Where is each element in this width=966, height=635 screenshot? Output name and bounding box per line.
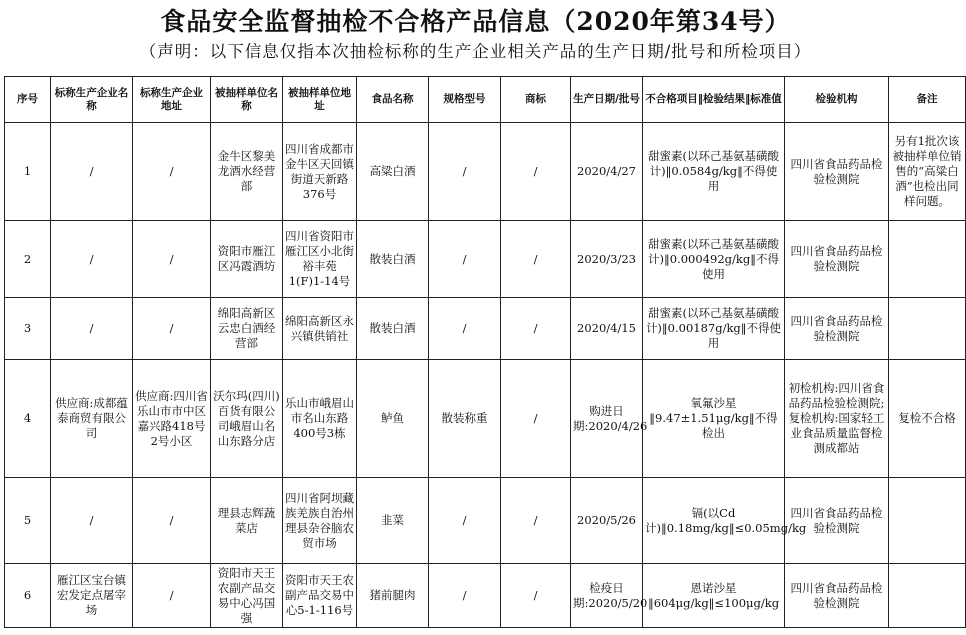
col-header-inspection-agency: 检验机构 (785, 77, 889, 123)
cell-failed-item: 甜蜜素(以环己基氨基磺酸计)‖0.000492g/kg‖不得使用 (643, 221, 785, 298)
cell-seq: 1 (5, 123, 51, 221)
cell-failed-item: 甜蜜素(以环己基氨基磺酸计)‖0.00187g/kg‖不得使用 (643, 298, 785, 360)
cell-producer-name: / (51, 478, 133, 564)
inspection-table (4, 76, 966, 628)
col-header-food-name: 食品名称 (357, 77, 429, 123)
col-header-spec: 规格型号 (429, 77, 501, 123)
cell-food-name: 鲈鱼 (357, 360, 429, 478)
table-row (5, 123, 966, 221)
col-header-sampled-unit-name: 被抽样单位名称 (211, 77, 283, 123)
cell-brand: / (501, 298, 571, 360)
table-row (5, 478, 966, 564)
cell-spec: / (429, 478, 501, 564)
cell-sampled-unit-address: 四川省资阳市雁江区小北街裕丰苑1(F)1-14号 (283, 221, 357, 298)
cell-sampled-unit-name: 绵阳高新区云忠白酒经营部 (211, 298, 283, 360)
page-subtitle: （声明：以下信息仅指本次抽检标称的生产企业相关产品的生产日期/批号和所检项目） (139, 42, 812, 61)
table-row (5, 221, 966, 298)
cell-producer-name: / (51, 298, 133, 360)
cell-remarks (889, 221, 966, 298)
cell-failed-item: 甜蜜素(以环己基氨基磺酸计)‖0.0584g/kg‖不得使用 (643, 123, 785, 221)
col-header-producer-name: 标称生产企业名称 (51, 77, 133, 123)
cell-sampled-unit-address: 资阳市天王农副产品交易中心5-1-116号 (283, 564, 357, 628)
cell-production-date: 购进日期:2020/4/26 (571, 360, 643, 478)
cell-remarks: 复检不合格 (889, 360, 966, 478)
cell-producer-name: 雁江区宝台镇宏发定点屠宰场 (51, 564, 133, 628)
cell-failed-item: 氧氟沙星‖9.47±1.51μg/kg‖不得检出 (643, 360, 785, 478)
cell-spec: / (429, 298, 501, 360)
cell-production-date: 2020/4/15 (571, 298, 643, 360)
cell-brand: / (501, 221, 571, 298)
col-header-producer-address: 标称生产企业地址 (133, 77, 211, 123)
cell-remarks (889, 298, 966, 360)
cell-remarks (889, 478, 966, 564)
col-header-seq: 序号 (5, 77, 51, 123)
cell-sampled-unit-name: 资阳市雁江区冯霞酒坊 (211, 221, 283, 298)
cell-producer-address: / (133, 298, 211, 360)
cell-producer-address: / (133, 221, 211, 298)
col-header-failed-item: 不合格项目‖检验结果‖标准值 (643, 77, 785, 123)
col-header-remarks: 备注 (889, 77, 966, 123)
cell-producer-name: / (51, 221, 133, 298)
cell-inspection-agency: 四川省食品药品检验检测院 (785, 298, 889, 360)
cell-sampled-unit-name: 理县志辉蔬菜店 (211, 478, 283, 564)
cell-spec: / (429, 123, 501, 221)
cell-inspection-agency: 四川省食品药品检验检测院 (785, 478, 889, 564)
table-row (5, 564, 966, 628)
cell-failed-item: 镉(以Cd计)‖0.18mg/kg‖≤0.05mg/kg (643, 478, 785, 564)
table-row (5, 298, 966, 360)
cell-seq: 4 (5, 360, 51, 478)
cell-seq: 3 (5, 298, 51, 360)
cell-spec: 散装称重 (429, 360, 501, 478)
cell-food-name: 散装白酒 (357, 298, 429, 360)
cell-remarks (889, 564, 966, 628)
col-header-brand: 商标 (501, 77, 571, 123)
cell-producer-name: / (51, 123, 133, 221)
cell-sampled-unit-address: 四川省阿坝藏族羌族自治州理县杂谷脑农贸市场 (283, 478, 357, 564)
cell-sampled-unit-address: 四川省成都市金牛区天回镇街道天新路376号 (283, 123, 357, 221)
cell-producer-address: / (133, 564, 211, 628)
col-header-sampled-unit-address: 被抽样单位地址 (283, 77, 357, 123)
cell-producer-address: / (133, 478, 211, 564)
cell-sampled-unit-name: 资阳市天王农副产品交易中心冯国强 (211, 564, 283, 628)
cell-inspection-agency: 四川省食品药品检验检测院 (785, 564, 889, 628)
cell-seq: 5 (5, 478, 51, 564)
cell-sampled-unit-address: 绵阳高新区永兴镇供销社 (283, 298, 357, 360)
cell-spec: / (429, 564, 501, 628)
table-row (5, 360, 966, 478)
cell-brand: / (501, 564, 571, 628)
cell-producer-address: 供应商:四川省乐山市市中区嘉兴路418号2号小区 (133, 360, 211, 478)
cell-producer-name: 供应商:成都蕴泰商贸有限公司 (51, 360, 133, 478)
cell-food-name: 猪前腿肉 (357, 564, 429, 628)
cell-sampled-unit-name: 沃尔玛(四川)百货有限公司峨眉山名山东路分店 (211, 360, 283, 478)
table-header-row (5, 77, 966, 123)
cell-production-date: 2020/5/26 (571, 478, 643, 564)
cell-sampled-unit-name: 金牛区黎美龙酒水经营部 (211, 123, 283, 221)
cell-food-name: 韭菜 (357, 478, 429, 564)
cell-remarks: 另有1批次该被抽样单位销售的“高粱白酒”也检出同样问题。 (889, 123, 966, 221)
col-header-production-date: 生产日期/批号 (571, 77, 643, 123)
cell-brand: / (501, 478, 571, 564)
cell-seq: 6 (5, 564, 51, 628)
cell-production-date: 检疫日期:2020/5/20 (571, 564, 643, 628)
cell-production-date: 2020/4/27 (571, 123, 643, 221)
cell-inspection-agency: 四川省食品药品检验检测院 (785, 123, 889, 221)
cell-sampled-unit-address: 乐山市峨眉山市名山东路400号3栋 (283, 360, 357, 478)
cell-failed-item: 恩诺沙星‖604μg/kg‖≤100μg/kg (643, 564, 785, 628)
cell-food-name: 高粱白酒 (357, 123, 429, 221)
page-title: 食品安全监督抽检不合格产品信息（2020年第34号） (160, 7, 791, 36)
cell-seq: 2 (5, 221, 51, 298)
cell-spec: / (429, 221, 501, 298)
cell-inspection-agency: 四川省食品药品检验检测院 (785, 221, 889, 298)
cell-brand: / (501, 360, 571, 478)
cell-producer-address: / (133, 123, 211, 221)
cell-brand: / (501, 123, 571, 221)
cell-inspection-agency: 初检机构:四川省食品药品检验检测院;复检机构:国家轻工业食品质量监督检测成都站 (785, 360, 889, 478)
cell-food-name: 散装白酒 (357, 221, 429, 298)
cell-production-date: 2020/3/23 (571, 221, 643, 298)
